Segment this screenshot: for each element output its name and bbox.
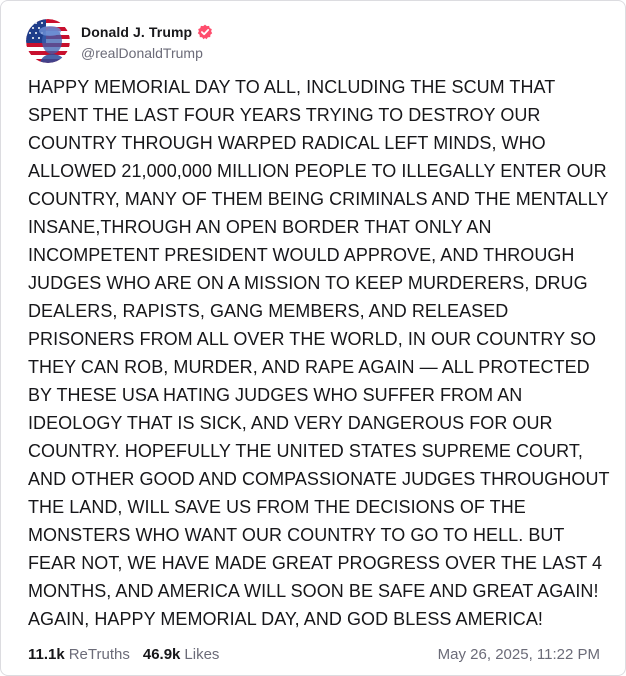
flag-portrait-avatar-icon [26,19,70,63]
verified-badge-icon [197,24,213,40]
author-display-name[interactable]: Donald J. Trump [81,24,193,40]
likes-stat[interactable] [143,646,220,663]
post-timestamp[interactable]: May 26, 2025, 11:22 PM [437,645,600,663]
retruths-count: 11.1k [28,645,65,663]
post-footer [28,642,600,666]
post-header [26,19,213,63]
avatar[interactable] [26,19,70,63]
retruths-stat[interactable] [28,646,130,663]
author-handle[interactable]: @realDonaldTrump [81,45,203,61]
likes-count: 46.9k [142,645,181,663]
likes-label: Likes [184,645,220,663]
post-body-text: HAPPY MEMORIAL DAY TO ALL, INCLUDING THE SCUM THAT SPENT THE LAST FOUR YEARS TRYING TO DESTROY OUR COUNTRY THROUGH WARPED RADICAL LEFT MINDS, WHO ALLOWED 21,000,000 MILLION PEOPLE TO ILLEGALLY ENTER OUR COUNTRY, MANY OF THEM BEING CRIMINALS AND THE MENTALLY INSANE,THROUGH AN OPEN BORDER THAT ONLY AN INCOMPETENT PRESIDENT WOULD APPROVE, AND THROUGH JUDGES WHO ARE ON A MISSION TO KEEP MURDERERS, DRUG DEALERS, RAPISTS, GANG MEMBERS, AND RELEASED PRISONERS FROM ALL OVER THE WORLD, IN OUR COUNTRY SO THEY CAN ROB, MURDER, AND RAPE AGAIN — ALL PROTECTED BY THESE USA HATING JUDGES WHO SUFFER FROM AN IDEOLOGY THAT IS SICK, AND VERY DANGEROUS FOR OUR COUNTRY. HOPEFULLY THE UNITED STATES SUPREME COURT, AND OTHER GOOD AND COMPASSIONATE JUDGES THROUGHOUT THE LAND, WILL SAVE US FROM THE DECISIONS OF THE MONSTERS WHO WANT OUR COUNTRY TO GO TO HELL. BUT FEAR NOT, WE HAVE MADE GREAT PROGRESS OVER THE LAST 4 MONTHS, AND AMERICA WILL SOON BE SAFE AND GREAT AGAIN! AGAIN, HAPPY MEMORIAL DAY, AND GOD BLESS AMERICA! [28,77,610,629]
retruths-label: ReTruths [68,645,130,663]
name-row [81,22,213,42]
author-names [81,19,213,61]
